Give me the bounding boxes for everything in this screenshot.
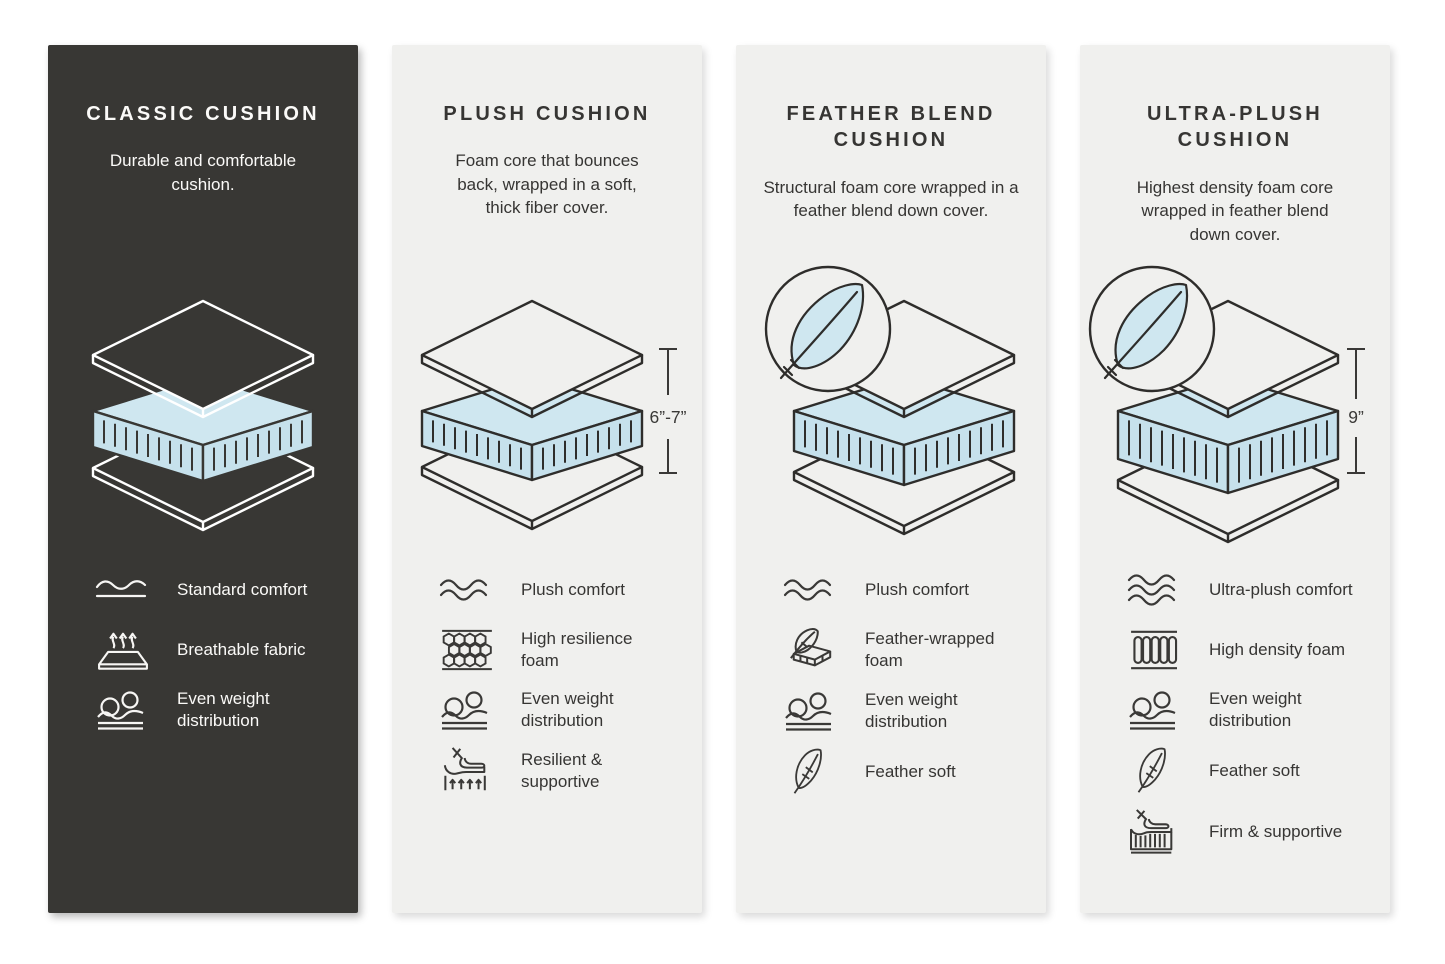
feather-badge-icon (766, 267, 890, 391)
card-classic-cushion (48, 45, 358, 913)
cushion-layers-illustration (392, 251, 702, 556)
firm-supportive-icon (1124, 808, 1186, 856)
feature-label: Even weight distribution (521, 688, 614, 730)
illustration-area (1080, 251, 1390, 556)
card-header (1080, 45, 1390, 251)
feather-icon (1124, 746, 1186, 795)
wave-double-icon (780, 576, 842, 604)
wave-single-icon (92, 575, 154, 605)
card-header (48, 45, 358, 251)
card-title: CLASSIC CUSHION (86, 103, 320, 125)
cushion-layers-illustration (48, 251, 358, 556)
card-title: PLUSH CUSHION (443, 103, 651, 125)
cushion-comparison-board (48, 45, 1390, 913)
card-header (736, 45, 1046, 251)
feature-list (736, 556, 1046, 796)
illustration-area (48, 251, 358, 556)
feature-row (1124, 626, 1390, 673)
thickness-dimension (650, 349, 687, 473)
feature-label: Resilient & supportive (521, 750, 603, 791)
feature-label: Plush comfort (521, 579, 625, 599)
feature-label: High resilience foam (521, 628, 633, 670)
feature-label: High density foam (1209, 639, 1346, 659)
wave-triple-icon (1124, 573, 1186, 607)
feature-list (392, 556, 702, 796)
card-description: Highest density foam core wrapped in feather blend down cover. (1136, 177, 1334, 244)
feature-label: Even weight distribution (1209, 688, 1302, 730)
card-header (392, 45, 702, 251)
feature-row (92, 566, 358, 613)
feature-label: Feather-wrapped foam (865, 629, 995, 670)
card-description: Structural foam core wrapped in a feather blend down cover. (763, 177, 1019, 221)
feature-row (1124, 746, 1390, 795)
feature-label: Breathable fabric (177, 639, 306, 659)
foam-cells-icon (436, 628, 498, 672)
weight-distribution-icon (780, 690, 842, 732)
card-plush-cushion (392, 45, 702, 913)
cushion-layers-illustration (1080, 251, 1390, 556)
feature-label: Ultra-plush comfort (1209, 579, 1353, 599)
feature-row (780, 626, 1046, 674)
feather-icon (780, 747, 842, 796)
feature-row (1124, 808, 1390, 856)
cushion-layers-illustration (736, 251, 1046, 556)
feature-label: Even weight distribution (177, 688, 270, 730)
feature-row (1124, 686, 1390, 733)
feature-label: Firm & supportive (1209, 822, 1343, 842)
dimension-label: 9” (1348, 407, 1364, 427)
feature-list (48, 556, 358, 733)
weight-distribution-icon (1124, 689, 1186, 731)
breathable-icon (92, 628, 154, 672)
wave-double-icon (436, 576, 498, 604)
dimension-label: 6”-7” (649, 407, 687, 427)
feature-row (436, 626, 702, 673)
card-description: Foam core that bounces back, wrapped in a soft, thick fiber cover. (455, 151, 639, 218)
card-feather-blend-cushion (736, 45, 1046, 913)
illustration-area (736, 251, 1046, 556)
feature-list (1080, 556, 1390, 856)
feature-row (780, 566, 1046, 613)
feature-label: Plush comfort (865, 579, 969, 599)
feature-row (780, 687, 1046, 734)
feature-label: Feather soft (865, 761, 956, 781)
weight-distribution-icon (92, 689, 154, 731)
feather-wrapped-icon (780, 626, 842, 674)
feature-row (1124, 566, 1390, 613)
feature-label: Standard comfort (177, 579, 308, 599)
feature-label: Feather soft (1209, 760, 1300, 780)
illustration-area (392, 251, 702, 556)
feather-badge-icon (1090, 267, 1214, 391)
feature-label: Even weight distribution (865, 689, 958, 731)
feature-row (436, 686, 702, 733)
card-ultra-plush-cushion (1080, 45, 1390, 913)
feature-row (92, 686, 358, 733)
feature-row (92, 626, 358, 673)
resilient-supportive-icon (436, 746, 498, 796)
card-description: Durable and comfortable cushion. (109, 151, 297, 194)
card-title: FEATHER BLEND CUSHION (786, 103, 996, 152)
weight-distribution-icon (436, 689, 498, 731)
feature-row (436, 566, 702, 613)
thickness-dimension (1347, 349, 1365, 473)
feature-row (780, 747, 1046, 796)
card-title: ULTRA-PLUSH CUSHION (1147, 103, 1323, 152)
feature-row (436, 746, 702, 796)
density-foam-icon (1124, 628, 1186, 672)
